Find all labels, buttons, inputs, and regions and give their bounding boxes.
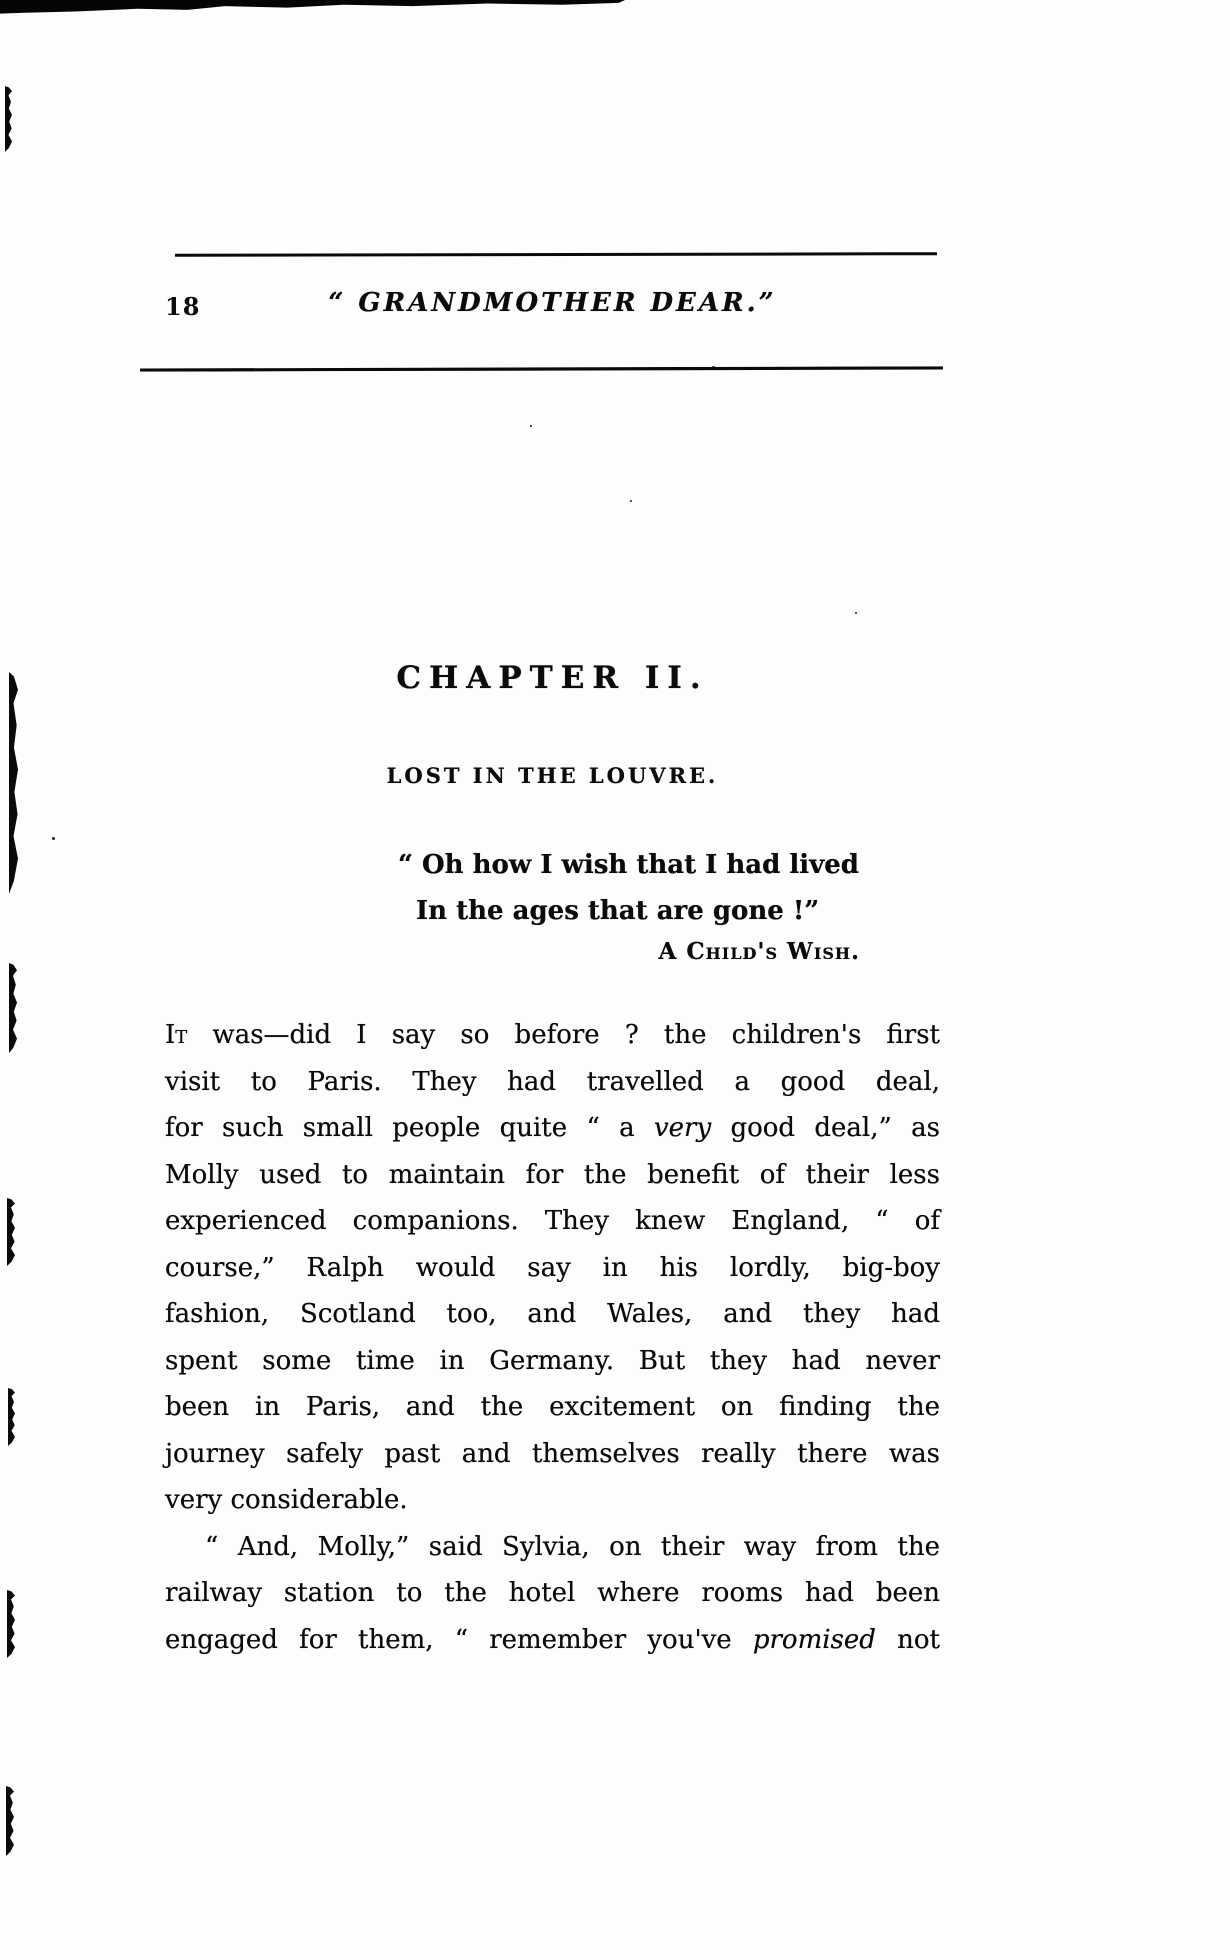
text-line: Molly used to maintain for the benefit of their less [165,1159,940,1190]
text-line: been in Paris, and the excitement on finding the [165,1392,940,1422]
epigraph-line: In the ages that are gone !” [416,896,820,926]
text-line: “ And, Molly,” said Sylvia, on their way from the [205,1531,940,1562]
scan-artifact-streak [6,1786,14,1856]
chapter-heading: CHAPTER II. [396,660,709,696]
scan-artifact-speck [855,612,857,614]
scan-artifact-streak [7,1198,15,1266]
text-line: visit to Paris. They had travelled a good deal, [165,1066,940,1097]
header-rule-bottom [140,366,943,371]
epigraph-line: “ Oh how I wish that I had lived [398,850,859,880]
text-line: course,” Ralph would say in his lordly, big-boy [165,1252,940,1283]
scan-artifact-streak [9,672,18,894]
text-line: experienced companions. They knew England, “ of [165,1206,940,1236]
scan-artifact-top-bar [0,0,625,16]
scan-artifact-streak [5,86,12,152]
page-number: 18 [165,292,201,321]
body-text [165,1012,940,1663]
text-line: spent some time in Germany. But they had never [165,1345,940,1376]
text-line: fashion, Scotland too, and Wales, and they had [165,1299,940,1329]
text-line: for such small people quite “ a very good deal,” as [165,1113,940,1143]
scan-artifact-streak [9,963,17,1053]
scan-artifact-streak [8,1388,15,1446]
epigraph [398,842,859,934]
scan-artifact-speck [630,500,632,502]
scan-artifact-streak [7,1590,15,1658]
text-line: It was—did I say so before ? the children's first [165,1020,940,1050]
text-line: very considerable. [165,1485,408,1515]
running-header [165,288,940,328]
scan-artifact-speck [530,425,532,427]
text-line: journey safely past and themselves really there was [165,1438,940,1469]
text-line: engaged for them, “ remember you've promised not [165,1624,940,1655]
chapter-subtitle: LOST IN THE LOUVRE. [386,763,719,788]
header-rule-top [175,252,937,257]
epigraph-attribution: A Child's Wish. [658,938,860,965]
text-line: railway station to the hotel where rooms had been [165,1578,940,1608]
scan-artifact-speck [52,837,55,840]
running-title: “ GRANDMOTHER DEAR.” [328,288,777,318]
